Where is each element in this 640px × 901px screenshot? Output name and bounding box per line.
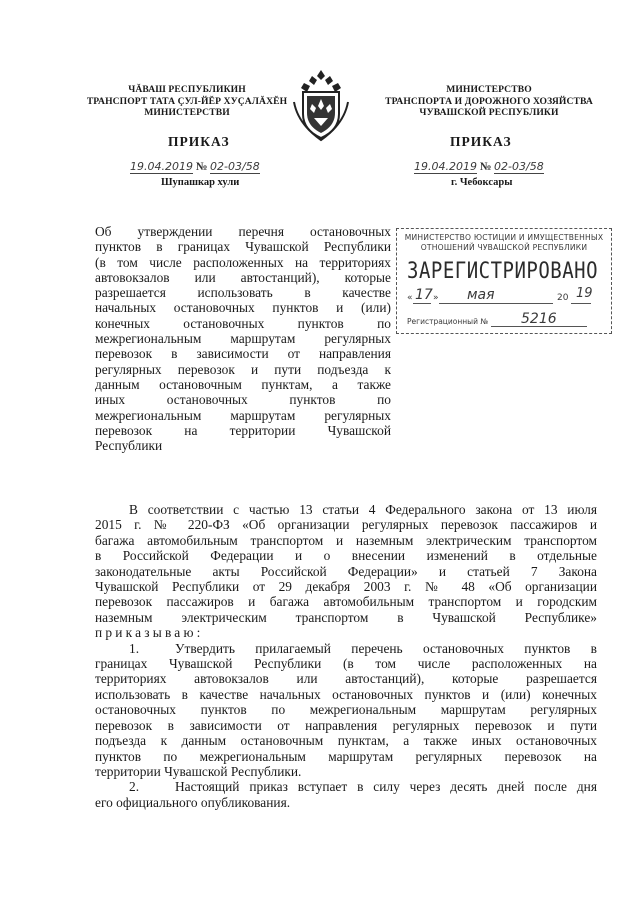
title-line: межрегиональным маршрутам регулярных xyxy=(95,407,391,423)
title-line: разрешается использовать в качестве xyxy=(95,285,391,301)
header-right-line2: ТРАНСПОРТА И ДОРОЖНОГО ХОЗЯЙСТВА xyxy=(385,95,593,107)
header-left-org xyxy=(72,84,302,119)
body-line: Настоящий приказ вступает в силу через десять дней после дня xyxy=(175,779,597,795)
order-title xyxy=(95,224,391,453)
stamp-org-line1: МИНИСТЕРСТВО ЮСТИЦИИ И ИМУЩЕСТВЕННЫХ xyxy=(404,233,604,242)
body-line: 2015 г. № 220-ФЗ «Об организации регулярных перевозок пассажиров и xyxy=(95,517,597,533)
title-line: межрегиональным маршрутам регулярных xyxy=(95,331,391,347)
header-left-line1: ЧĂВАШ РЕСПУБЛИКИН xyxy=(128,84,246,95)
stamp-reg-value: 5216 xyxy=(521,311,557,327)
body-line: Утвердить прилагаемый перечень остановочных пунктов в xyxy=(175,640,597,656)
stamp-registered-text: ЗАРЕГИСТРИРОВАНО xyxy=(407,258,599,284)
title-line: данным остановочным пунктам, а также xyxy=(95,376,391,392)
stamp-reg-label: Регистрационный № xyxy=(407,317,489,326)
title-line: перевозок на территории Чувашской xyxy=(95,422,391,438)
stamp-quote-close: » xyxy=(433,293,439,303)
order-number-left xyxy=(130,160,260,174)
order-number-value-left: 02-03/58 xyxy=(210,160,260,173)
item-2-paragraph xyxy=(95,779,597,810)
stamp-year-prefix: 20 xyxy=(557,293,569,303)
coat-of-arms-emblem xyxy=(290,66,352,142)
stamp-day-underline xyxy=(413,303,431,304)
stamp-year-suffix: 19 xyxy=(576,286,593,301)
body-line: багажа автомобильным транспортом и наземным электрическим транспортом xyxy=(95,532,597,548)
body-line: Чувашской Республики от 29 декабря 2003 г. № 48 «Об организации xyxy=(95,579,597,595)
order-number-right xyxy=(414,160,544,174)
place-right: г. Чебоксары xyxy=(451,177,513,188)
order-body xyxy=(95,502,597,810)
header-left-line3: МИНИСТЕРСТВИ xyxy=(144,107,230,118)
order-date-left: 19.04.2019 xyxy=(130,160,193,173)
header-right-line1: МИНИСТЕРСТВО xyxy=(446,84,532,95)
body-line: использовать в качестве начальных остановочных пунктов и (или) конечных xyxy=(95,686,597,702)
body-line: его официального опубликования. xyxy=(95,794,291,810)
title-line: регулярных перевозок и пути подъезда к xyxy=(95,361,391,377)
preamble-paragraph xyxy=(95,502,597,641)
prikazyvayu-word: приказываю: xyxy=(95,625,204,641)
stamp-reg-number xyxy=(407,311,603,329)
body-line: перевозок пассажиров и багажа автомобильным транспортом и городским xyxy=(95,594,597,610)
title-line: Республики xyxy=(95,438,163,454)
body-line: остановочных пунктов по межрегиональным маршрутам регулярных xyxy=(95,702,597,718)
order-number-value-right: 02-03/58 xyxy=(494,160,544,173)
stamp-day: 17 xyxy=(415,287,433,303)
registration-stamp xyxy=(396,228,612,334)
body-line: подъезда к данным остановочным пунктам, а также иных остановочных xyxy=(95,733,597,749)
header-left-line2: ТРАНСПОРТ ТАТА ÇУЛ-ЙĔР ХУÇАЛĂХĔН xyxy=(86,95,288,107)
title-line: перевозок в зависимости от направления xyxy=(95,346,391,362)
prikaz-title-left: ПРИКАЗ xyxy=(168,134,230,149)
item-1-paragraph xyxy=(95,641,597,780)
prikaz-title-right: ПРИКАЗ xyxy=(450,134,512,149)
body-line: территории Чувашской Республики. xyxy=(95,763,302,779)
body-line: территориях автовокзалов или автостанций), которые разрешается xyxy=(95,671,597,687)
title-line: (в том числе расположенных на территориях xyxy=(95,254,391,270)
body-line: наземным электрическим транспортом в Чувашской Республике» xyxy=(95,609,597,625)
body-line: перевозок в зависимости от направления регулярных перевозок и пути xyxy=(95,717,597,733)
body-line: В соответствии с частью 13 статьи 4 Федерального закона от 13 июля xyxy=(129,502,597,517)
body-line: в Российской Федерации и о внесении изменений в отдельные xyxy=(95,548,597,564)
title-line: иных остановочных пунктов по xyxy=(95,392,391,408)
stamp-date xyxy=(407,286,603,309)
item-2-number: 2. xyxy=(129,779,140,795)
header-right-org xyxy=(374,84,604,119)
stamp-org-line2: ОТНОШЕНИЙ ЧУВАШСКОЙ РЕСПУБЛИКИ xyxy=(420,243,588,252)
stamp-org xyxy=(397,233,611,253)
number-sign-right: № xyxy=(479,161,492,173)
stamp-year-underline xyxy=(571,303,591,304)
title-line: конечных остановочных пунктов по xyxy=(95,315,391,331)
body-line: законодательные акты Российской Федерации» и статьей 7 Закона xyxy=(95,563,597,579)
order-date-right: 19.04.2019 xyxy=(414,160,477,173)
number-sign-left: № xyxy=(195,161,208,173)
title-line: начальных остановочных пунктов и (или) xyxy=(95,300,391,316)
body-line: границах Чувашской Республики (в том числе расположенных на xyxy=(95,656,597,672)
stamp-quote-open: « xyxy=(407,293,413,303)
item-1-number: 1. xyxy=(129,640,140,656)
body-line: пунктов по межрегиональным маршрутам регулярных перевозок на xyxy=(95,748,597,764)
title-line: Об утверждении перечня остановочных xyxy=(95,224,391,239)
item-1-first-line xyxy=(95,641,597,656)
title-line: пунктов в границах Чувашской Республики xyxy=(95,239,391,255)
stamp-month: мая xyxy=(467,287,495,303)
header-right-line3: ЧУВАШСКОЙ РЕСПУБЛИКИ xyxy=(419,107,559,118)
place-left: Шупашкар хули xyxy=(161,177,240,188)
stamp-month-underline xyxy=(439,303,553,304)
title-line: автовокзалов или автостанций), которые xyxy=(95,269,391,285)
item-2-first-line xyxy=(95,779,597,794)
